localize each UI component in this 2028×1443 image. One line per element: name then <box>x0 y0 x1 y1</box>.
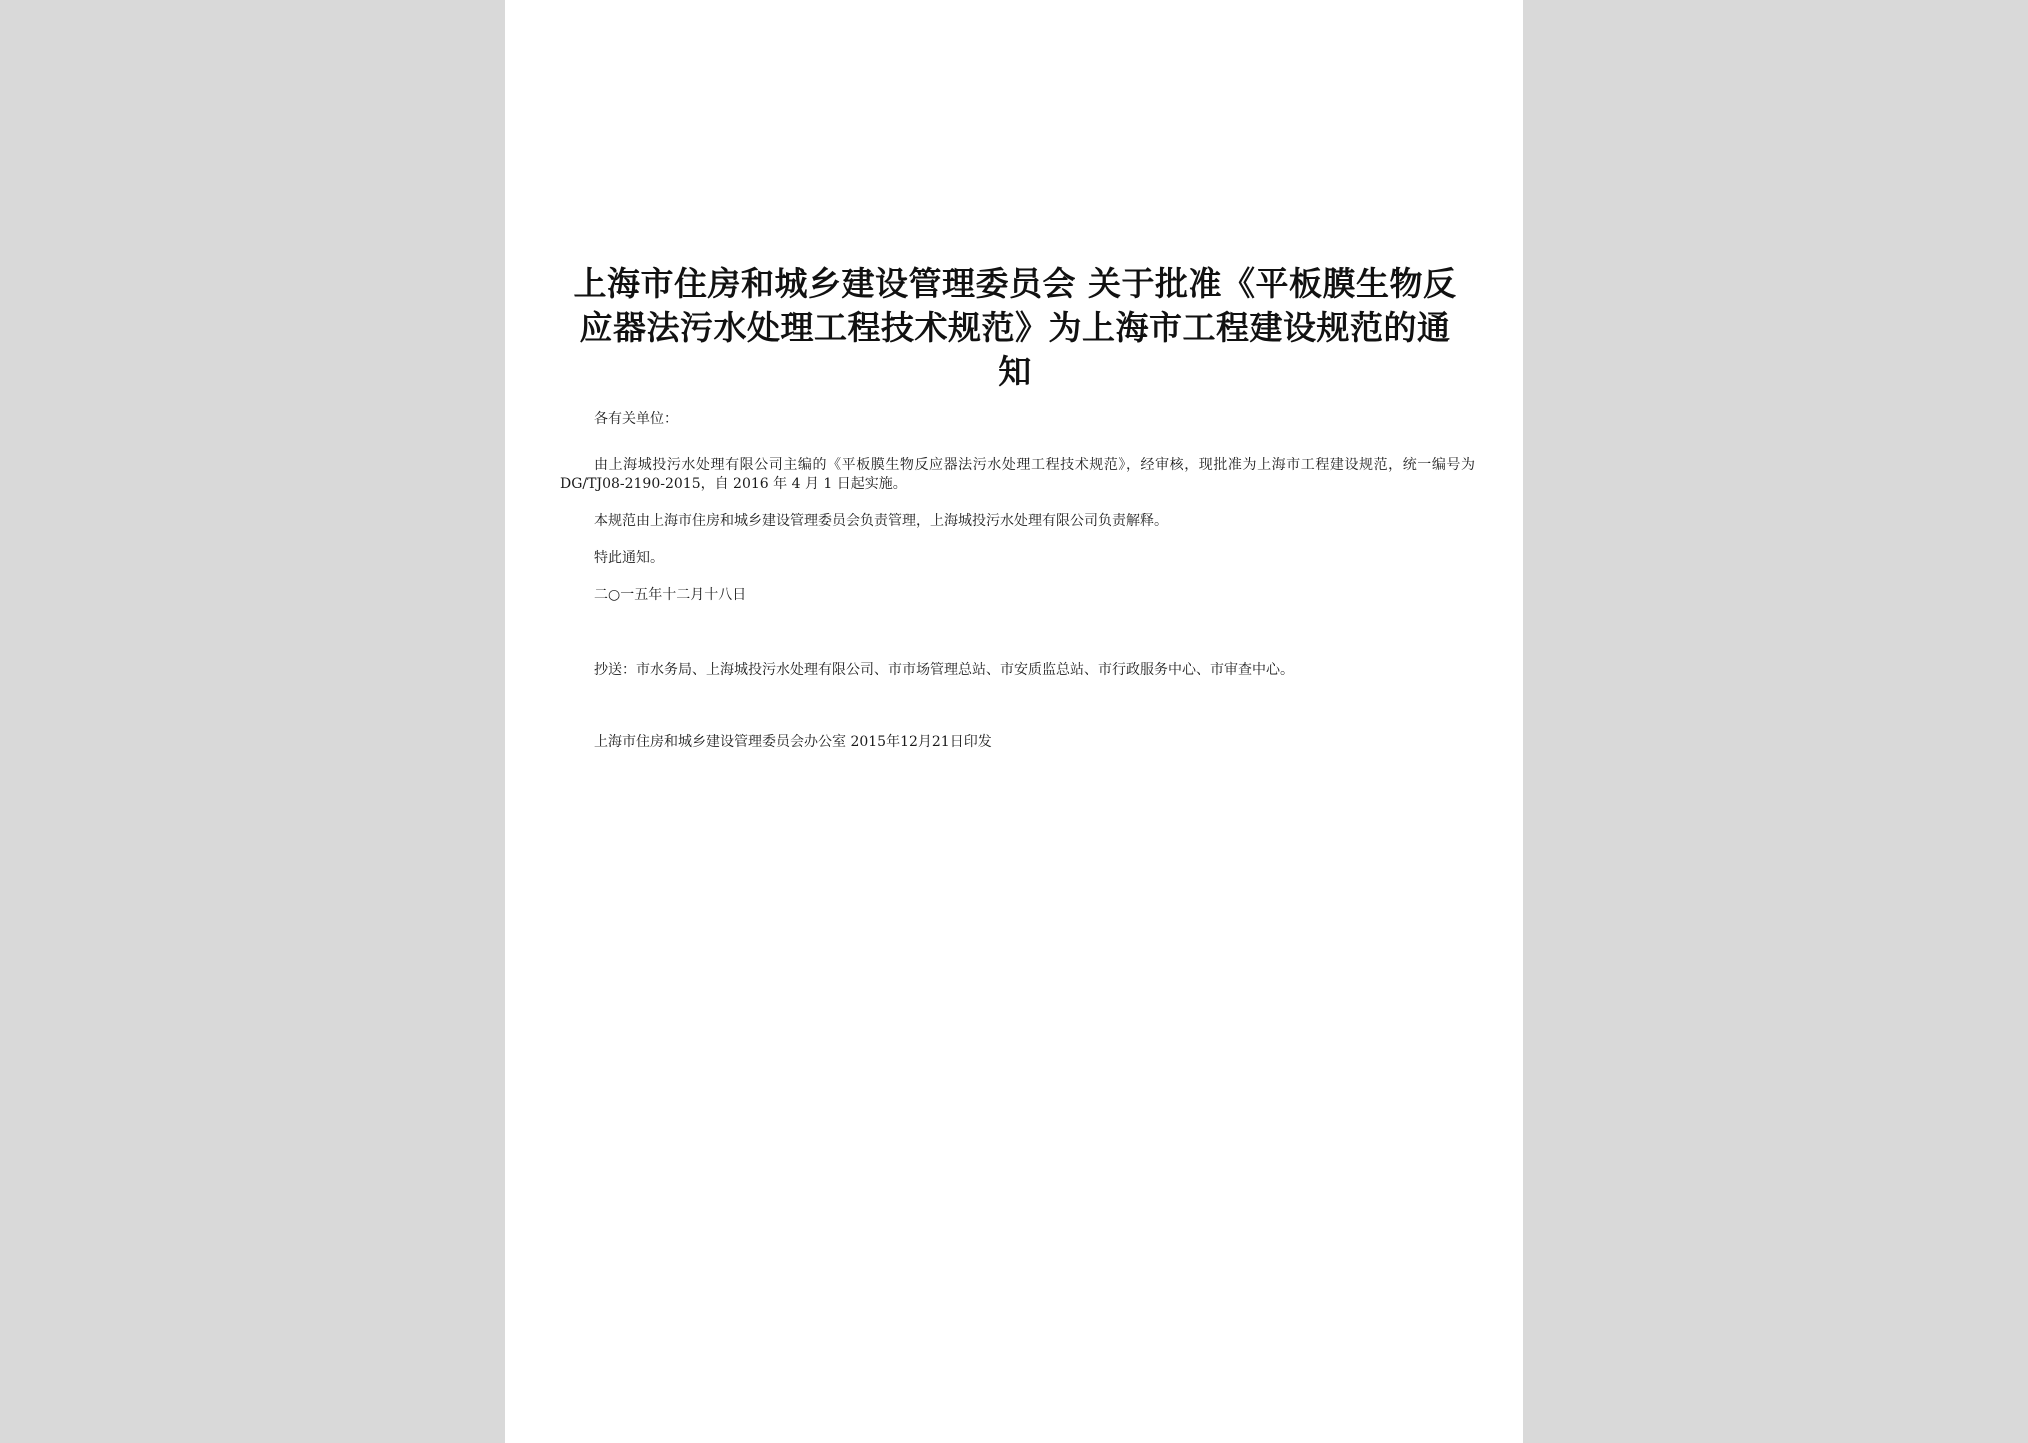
notice-date: 二○一五年十二月十八日 <box>594 587 747 603</box>
cc-list: 抄送：市水务局、上海城投污水处理有限公司、市市场管理总站、市安质监总站、市行政服务中心、市审查中心。 <box>594 662 1294 678</box>
paragraph-management: 本规范由上海市住房和城乡建设管理委员会负责管理，上海城投污水处理有限公司负责解释。 <box>594 513 1168 529</box>
document-title: 上海市住房和城乡建设管理委员会 关于批准《平板膜生物反应器法污水处理工程技术规范》为上海市工程建设规范的通知 <box>573 264 1457 391</box>
salutation: 各有关单位： <box>594 411 678 427</box>
paragraph-approval: 由上海城投污水处理有限公司主编的《平板膜生物反应器法污水处理工程技术规范》，经审核，现批准为上海市工程建设规范，统一编号为 DG/TJ08-2190-2015，自 2016 年 4 月 1 日起实施。 <box>560 457 1475 492</box>
document-body <box>560 410 1475 752</box>
issued-by: 上海市住房和城乡建设管理委员会办公室 2015年12月21日印发 <box>594 734 992 750</box>
closing-line: 特此通知。 <box>594 550 664 566</box>
document-page <box>505 0 1523 1443</box>
